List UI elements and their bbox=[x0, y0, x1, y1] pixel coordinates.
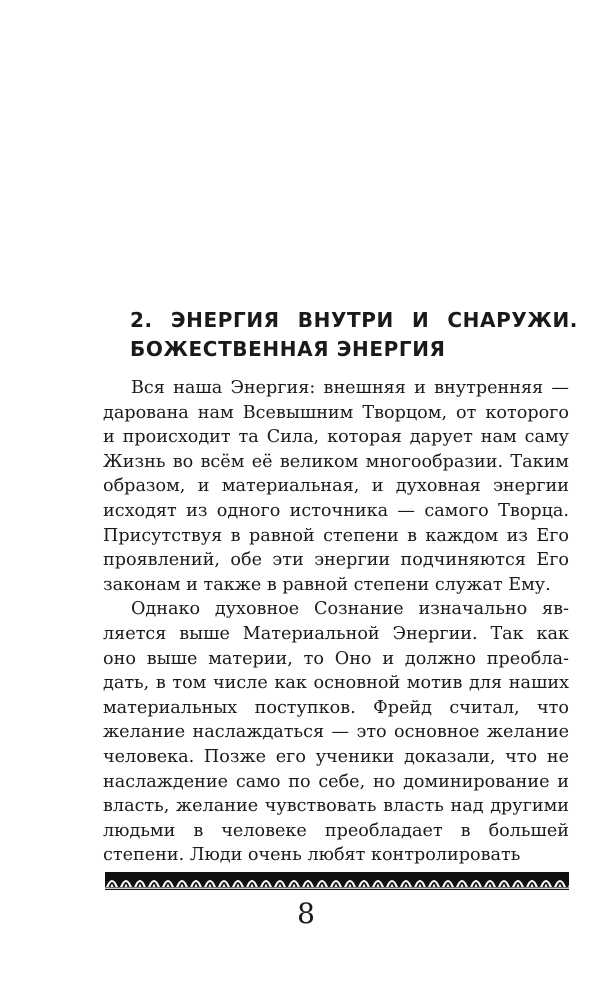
page-number: 8 bbox=[297, 897, 315, 930]
ornamental-border-icon bbox=[105, 872, 569, 890]
paragraph-2: Однако духовное Сознание изначально является выше Материальной Энергии. Так как оно выше материи, то Оно и должно преобладать, в том числе как основной мотив для наших материальных поступков. Фрейд считал, что желание наслаждаться — это основное желание человека. Позже его ученики доказали, что не наслаждение само по себе, но доминирование и власть, желание чувствовать власть над другими людьми в человеке преобладает в большей степени. Люди очень любят контролировать bbox=[103, 599, 569, 866]
body-text bbox=[103, 376, 569, 868]
chapter-heading: 2. ЭНЕРГИЯ ВНУТРИ И СНАРУЖИ. БОЖЕСТВЕННАЯ ЭНЕРГИЯ bbox=[130, 308, 578, 361]
paragraph-1: Вся наша Энергия: внешняя и внутренняя — дарована нам Всевышним Творцом, от которого и происходит та Сила, которая дарует нам саму Жизнь во всём её великом многообразии. Таким образом, и материальная, и духовная энергии исходят из одного источника — самого Творца. Присутствуя в равной степени в каждом из Его проявлений, обе эти энергии подчиняются Его законам и также в равной степени служат Ему. bbox=[103, 378, 569, 595]
